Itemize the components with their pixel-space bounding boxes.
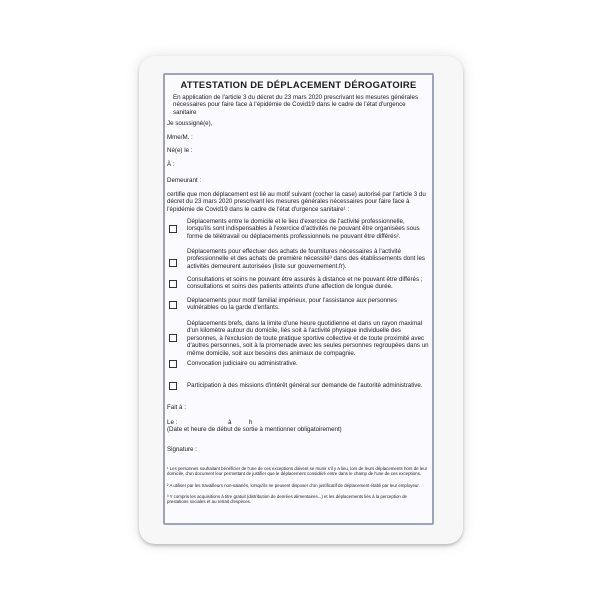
reason-option-general-interest[interactable] xyxy=(167,382,429,394)
checkbox[interactable] xyxy=(169,259,177,267)
option-label: Participation à des missions d'intérêt général sur demande de l'autorité administrative. xyxy=(187,382,423,389)
reason-option-work[interactable] xyxy=(167,218,429,248)
certify-paragraph: certifie que mon déplacement est lié au motif suivant (cocher la case) autorisé par l'article 3 du décret du 23 mars 2020 prescrivant les mesures générales nécessaires pour faire face à l'épidémie de Covid19 dans le cadre de l'état d'urgence sanitaire¹ : xyxy=(167,191,426,213)
footnote-2: ² A utiliser par les travailleurs non-salariés, lorsqu'ils ne peuvent disposer d'un justificatif de déplacement établi par leur employeur. xyxy=(167,483,420,488)
option-label: Déplacements pour motif familial impérieux, pour l'assistance aux personnes vulnérables ou la garde d'enfants. xyxy=(187,297,397,312)
checkbox[interactable] xyxy=(169,301,177,309)
undersigned-label: Je soussigné(e), xyxy=(167,120,213,127)
hour-label: h xyxy=(249,419,253,426)
option-label: Déplacements entre le domicile et le lieu d'exercice de l'activité professionnelle, lorsqu'ils sont indispensables à l'exercice d'activités ne pouvant être organisées sous forme de télétravail ou déplacements professionnels ne pouvant être différés². xyxy=(187,218,420,240)
checkbox[interactable] xyxy=(169,280,177,288)
checkbox[interactable] xyxy=(169,225,177,233)
option-label: Déplacements brefs, dans la limite d'une heure quotidienne et dans un rayon maximal d'un kilomètre autour du domicile, liés soit à l'activité physique individuelle des personnes, à l'exclusion de toute pratique sportive collective et de toute proximité avec d'autres personnes, soit à la promenade avec les seules personnes regroupées dans un même domicile, soit aux besoins des animaux de compagnie. xyxy=(187,320,429,357)
reason-option-summons[interactable] xyxy=(167,360,429,372)
date-note: (Date et heure de début de sortie à mentionner obligatoirement) xyxy=(167,426,342,433)
name-field[interactable]: Mme/M. : xyxy=(167,134,193,141)
option-label: Déplacements pour effectuer des achats de fournitures nécessaires à l'activité professionnelle et des achats de première nécessité³ dans des établissements dont les activités demeurent autorisées (liste sur gouvernement.fr). xyxy=(187,248,426,270)
birthdate-field[interactable]: Né(e) le : xyxy=(167,147,193,154)
reason-option-exercise[interactable] xyxy=(167,320,429,365)
document-title: ATTESTATION DE DÉPLACEMENT DÉROGATOIRE xyxy=(180,79,417,90)
signature-field[interactable]: Signature : xyxy=(167,446,197,453)
checkbox[interactable] xyxy=(169,382,177,390)
reason-option-health[interactable] xyxy=(167,276,429,296)
option-label: Convocation judiciaire ou administrative. xyxy=(187,360,298,367)
reason-option-purchases[interactable] xyxy=(167,248,429,278)
reason-option-family[interactable] xyxy=(167,297,429,317)
time-at-label: à xyxy=(228,419,232,426)
option-label: Consultations et soins ne pouvant être assurés à distance et ne pouvant être différés ; consultations et soins des patients atteints d'une affection de longue durée. xyxy=(187,276,423,291)
done-at-field[interactable]: Fait à : xyxy=(167,404,186,411)
address-field[interactable]: Demeurant : xyxy=(167,177,202,184)
footnote-3: ³ Y compris les acquisitions à titre gratuit (distribution de denrées alimentaires...) et les déplacements liés à la perception de prestations sociales et au retrait d'espèces. xyxy=(167,494,407,505)
birthplace-field[interactable]: À : xyxy=(167,161,175,168)
checkbox[interactable] xyxy=(169,334,177,342)
date-field[interactable]: Le : xyxy=(167,419,178,426)
checkbox[interactable] xyxy=(169,360,177,368)
intro-paragraph: En application de l'article 3 du décret du 23 mars 2020 prescrivant les mesures générales nécessaires pour faire face à l'épidémie de Covid19 dans le cadre de l'état d'urgence sanitaire xyxy=(173,94,419,116)
attestation-document xyxy=(163,73,434,525)
footnote-1: ¹ Les personnes souhaitant bénéficier de l'une de ces exceptions doivent se munir s'il y a lieu, lors de leurs déplacements hors de leur domicile, d'un document leur permettant de justifier que le déplacement considéré entre dans le champ de l'une de ces exceptions. xyxy=(167,466,428,477)
